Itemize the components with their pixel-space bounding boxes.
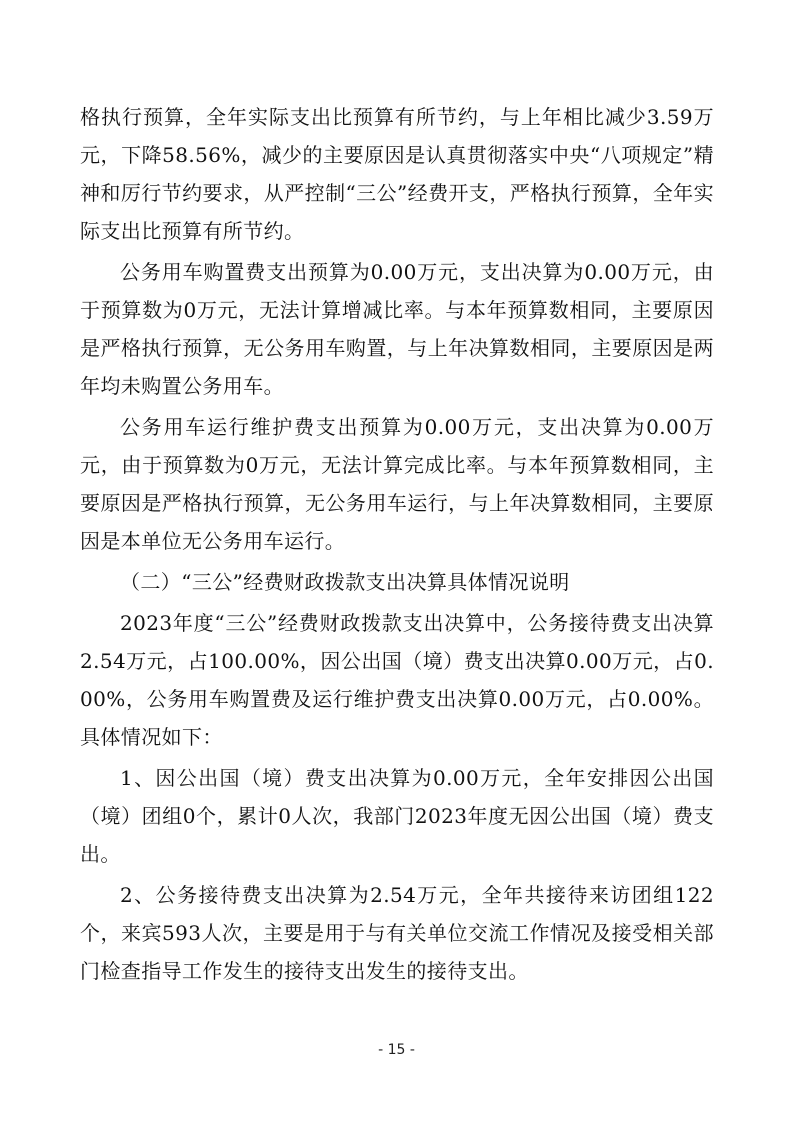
section-heading: （二）“三公”经费财政拨款支出决算具体情况说明 bbox=[120, 570, 570, 594]
page-number: - 15 - bbox=[378, 1042, 415, 1058]
paragraph-overseas-travel: 1、因公出国（境）费支出决算为0.00万元，全年安排因公出国（境）团组0个，累计0人次，我部门2023年度无因公出国（境）费支出。 bbox=[80, 766, 714, 866]
paragraph-budget-savings: 格执行预算，全年实际支出比预算有所节约，与上年相比减少3.59万元，下降58.56%，减少的主要原因是认真贯彻落实中央“八项规定”精神和厉行节约要求，从严控制“三公”经费开支，严格执行预算，全年实际支出比预算有所节约。 bbox=[80, 105, 714, 243]
paragraph-reception: 2、公务接待费支出决算为2.54万元，全年共接待来访团组122个，来宾593人次，主要是用于与有关单位交流工作情况及接受相关部门检查指导工作发生的接待支出发生的接待支出。 bbox=[80, 883, 714, 983]
paragraph-three-public-summary: 2023年度“三公”经费财政拨款支出决算中，公务接待费支出决算2.54万元，占100.00%，因公出国（境）费支出决算0.00万元，占0.00%，公务用车购置费及运行维护费支出决算0.00万元，占0.00%。具体情况如下： bbox=[80, 611, 714, 749]
paragraph-vehicle-maintenance: 公务用车运行维护费支出预算为0.00万元，支出决算为0.00万元，由于预算数为0万元，无法计算完成比率。与本年预算数相同，主要原因是严格执行预算，无公务用车运行，与上年决算数相同，主要原因是本单位无公务用车运行。 bbox=[80, 415, 714, 553]
document-body bbox=[80, 98, 714, 993]
paragraph-vehicle-purchase: 公务用车购置费支出预算为0.00万元，支出决算为0.00万元，由于预算数为0万元，无法计算增减比率。与本年预算数相同，主要原因是严格执行预算，无公务用车购置，与上年决算数相同，主要原因是两年均未购置公务用车。 bbox=[80, 260, 714, 398]
